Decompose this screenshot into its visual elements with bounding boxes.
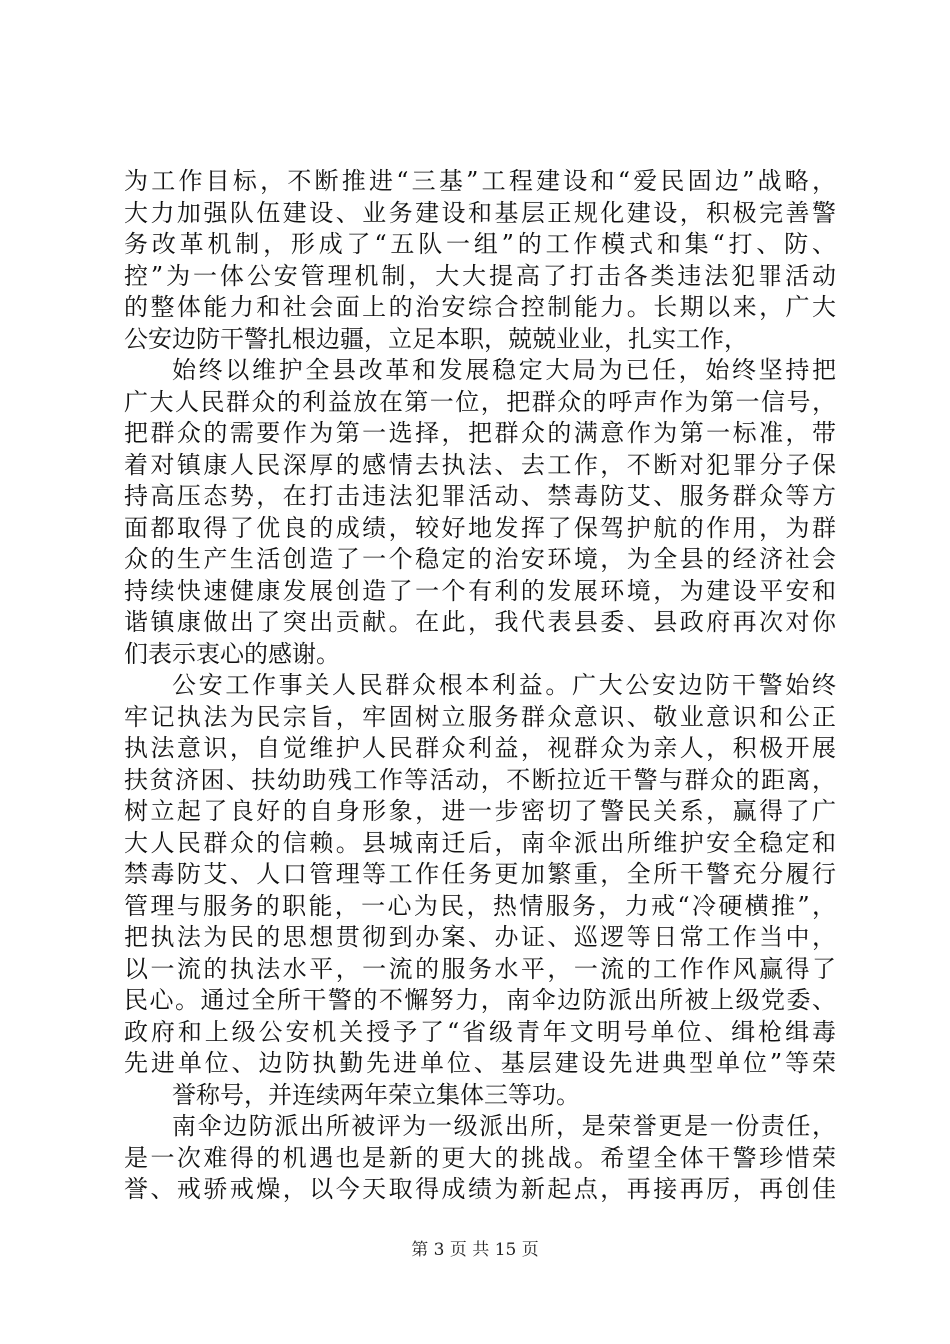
- text-line: 把执法为民的思想贯彻到办案、办证、巡逻等日常工作当中，: [124, 923, 836, 951]
- text-line: 控”为一体公安管理机制，大大提高了打击各类违法犯罪活动: [124, 261, 836, 290]
- text-line: 众的生产生活创造了一个稳定的治安环境，为全县的经济社会: [124, 545, 836, 573]
- text-line: 着对镇康人民深厚的感情去执法、去工作，不断对犯罪分子保: [124, 450, 836, 479]
- text-line: 务改革机制，形成了“五队一组”的工作模式和集“打、防、: [124, 230, 836, 258]
- paragraph-start-line: 誉称号，并连续两年荣立集体三等功。: [172, 1080, 580, 1109]
- page-number-footer: 第 3 页 共 15 页: [411, 1240, 539, 1260]
- text-line: 以一流的执法水平，一流的服务水平，一流的工作作风赢得了: [124, 954, 836, 983]
- paragraph-start-line: 南伞边防派出所被评为一级派出所，是荣誉更是一份责任，: [172, 1112, 836, 1140]
- text-line: 持续快速健康发展创造了一个有利的发展环境，为建设平安和: [124, 576, 836, 605]
- text-line: 先进单位、边防执勤先进单位、基层建设先进典型单位”等荣: [124, 1049, 836, 1077]
- text-line: 大力加强队伍建设、业务建设和基层正规化建设，积极完善警: [124, 198, 836, 227]
- body-text: [124, 166, 836, 1206]
- text-line: 为工作目标，不断推进“三基”工程建设和“爱民固边”战略，: [124, 167, 836, 195]
- text-line: 公安边防干警扎根边疆，立足本职，兢兢业业，扎实工作，: [124, 324, 748, 353]
- text-line: 广大人民群众的利益放在第一位，把群众的呼声作为第一信号，: [124, 387, 836, 416]
- text-line: 执法意识，自觉维护人民群众利益，视群众为亲人，积极开展: [124, 734, 836, 762]
- text-line: 面都取得了优良的成绩，较好地发挥了保驾护航的作用，为群: [124, 513, 836, 542]
- text-line: 大人民群众的信赖。县城南迁后，南伞派出所维护安全稳定和: [124, 828, 836, 857]
- text-line: 政府和上级公安机关授予了“省级青年文明号单位、缉枪缉毒: [124, 1017, 836, 1046]
- text-line: 是一次难得的机遇也是新的更大的挑战。希望全体干警珍惜荣: [124, 1143, 836, 1172]
- text-line: 的整体能力和社会面上的治安综合控制能力。长期以来，广大: [124, 293, 836, 321]
- text-line: 牢记执法为民宗旨，牢固树立服务群众意识、敬业意识和公正: [124, 702, 836, 731]
- text-line: 树立起了良好的自身形象，进一步密切了警民关系，赢得了广: [124, 797, 836, 825]
- text-line: 谐镇康做出了突出贡献。在此，我代表县委、县政府再次对你: [124, 608, 836, 636]
- text-line: 管理与服务的职能，一心为民，热情服务，力戒“冷硬横推”，: [124, 891, 836, 920]
- text-line: 扶贫济困、扶幼助残工作等活动，不断拉近干警与群众的距离，: [124, 765, 836, 794]
- text-line: 把群众的需要作为第一选择，把群众的满意作为第一标准，带: [124, 419, 836, 447]
- paragraph-start-line: 始终以维护全县改革和发展稳定大局为已任，始终坚持把: [172, 356, 836, 384]
- text-line: 民心。通过全所干警的不懈努力，南伞边防派出所被上级党委、: [124, 986, 836, 1014]
- text-line: 禁毒防艾、人口管理等工作任务更加繁重，全所干警充分履行: [124, 860, 836, 888]
- paragraph-start-line: 公安工作事关人民群众根本利益。广大公安边防干警始终: [172, 671, 836, 699]
- text-line: 持高压态势，在打击违法犯罪活动、禁毒防艾、服务群众等方: [124, 482, 836, 510]
- text-line: 们表示衷心的感谢。: [124, 639, 340, 668]
- text-line: 誉、戒骄戒燥，以今天取得成绩为新起点，再接再厉，再创佳: [124, 1175, 836, 1203]
